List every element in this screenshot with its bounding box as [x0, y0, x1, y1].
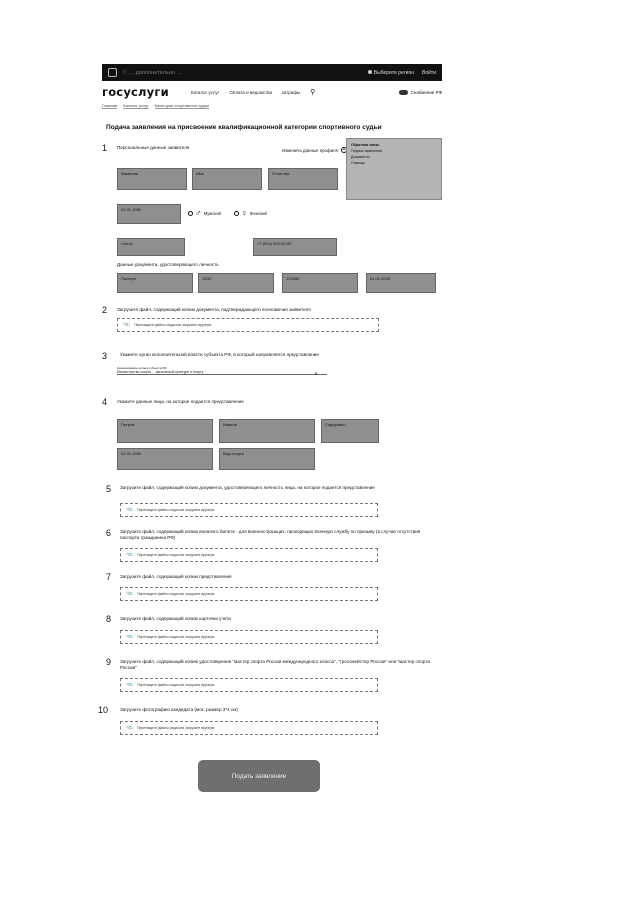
breadcrumb: [102, 103, 209, 109]
location-icon: [368, 70, 372, 74]
section6-label: Загрузите файл, содержащий копию военного билета - для военнослужащих, проходящих военную службу по призыву (в случае отсутствия паспорта гражданина РФ): [120, 529, 421, 540]
step-number-2: 2: [102, 305, 108, 315]
section2-label: Загрузите файл, содержащий копию документа, подтверждающего полномочия заявителя: [117, 307, 311, 312]
step-number-8: 8: [106, 614, 112, 624]
upload-area-7[interactable]: 📎 Перетащите файлы сюда или загрузите вручную: [120, 587, 378, 601]
section5-label: Загрузите файл, содержащий копию документа, удостоверяющего личность лица, на которое подается представление: [120, 485, 375, 490]
doc-type-field[interactable]: Паспорт: [117, 273, 193, 293]
doc-date-field[interactable]: 01.01.2000: [366, 273, 436, 293]
section10-label: Загрузите фотографию кандидата (мск. размер 3*4 см): [120, 707, 238, 712]
paperclip-icon: 📎: [125, 505, 135, 515]
paperclip-icon: 📎: [122, 320, 132, 330]
paperclip-icon: 📎: [125, 589, 135, 599]
upload-area-8[interactable]: 📎 Перетащите файлы сюда или загрузите вручную: [120, 630, 378, 644]
side-menu-item[interactable]: Документы: [351, 155, 370, 159]
gender-female-radio[interactable]: ♀ Женский: [234, 209, 267, 218]
main-nav: [191, 90, 300, 95]
submit-button[interactable]: Подать заявление: [198, 760, 320, 792]
step-number-9: 9: [106, 657, 112, 667]
paperclip-icon: 📎: [125, 632, 135, 642]
nav-catalog[interactable]: Каталог услуг: [190, 89, 220, 95]
step-number-3: 3: [102, 351, 108, 361]
section4-label: Укажите данные лица, на которое подается представление: [117, 399, 244, 404]
upload-area-9[interactable]: 📎 Перетащите файлы сюда или загрузите вручную: [120, 678, 378, 692]
logo[interactable]: госуслуги: [102, 85, 169, 99]
crest-icon: [108, 68, 117, 77]
doc-series-field[interactable]: 1234: [198, 273, 274, 293]
breadcrumb-catalog[interactable]: Каталог услуг: [123, 103, 149, 108]
section3-label: Укажите орган исполнительной власти субъекта РФ, в который направляется представление: [120, 352, 319, 357]
radio-circle: [188, 211, 193, 216]
section7-label: Загрузите файл, содержащий копию представления: [120, 574, 232, 579]
chevron-down-icon[interactable]: ∨: [314, 371, 318, 377]
side-menu-item[interactable]: Обратная связь: [351, 143, 380, 147]
candidate-name-field[interactable]: Иванов: [219, 419, 315, 443]
top-links: Ⓥ ... дополнительно ...: [122, 70, 182, 76]
paperclip-icon: 📎: [125, 550, 135, 560]
top-bar: [102, 64, 442, 81]
breadcrumb-current[interactable]: Категории спортивного судьи: [154, 103, 209, 108]
patronymic-field[interactable]: Отчество: [268, 168, 338, 190]
side-menu-item[interactable]: Подача заявления: [351, 149, 382, 153]
user-icon: [399, 90, 408, 95]
region-selector[interactable]: Выберите регион: [368, 70, 414, 76]
candidate-birthdate-field[interactable]: 01.01.1990: [117, 448, 213, 470]
page-title: Подача заявления на присвоение квалификационной категории спортивного судьи: [106, 124, 382, 131]
breadcrumb-home[interactable]: Главная: [102, 103, 118, 108]
section1-label: Персональные данные заявителя: [117, 145, 190, 150]
step-number-10: 10: [98, 705, 109, 715]
snils-field[interactable]: Снилс: [117, 238, 185, 256]
nav-fines[interactable]: Штрафы: [282, 89, 301, 95]
section9-label: Загрузите файл, содержащий копию удостоверения "мастер спорта России международного класса", "гроссмейстер России" или "мастер спорта России": [120, 659, 430, 670]
search-icon[interactable]: ⚲: [310, 89, 316, 96]
upload-area-6[interactable]: 📎 Перетащите файлы сюда или загрузите вручную: [120, 548, 378, 562]
identity-doc-label: Данные документа, удостоверяющего личность: [117, 262, 219, 267]
nav-payments[interactable]: Оплата и ведомства: [229, 89, 273, 95]
user-menu[interactable]: Снабжение РФ: [399, 90, 442, 95]
site-header: [102, 84, 442, 100]
candidate-surname-field[interactable]: Петров: [117, 419, 213, 443]
section8-label: Загрузите файл, содержащий копию карточки учета: [120, 616, 231, 621]
surname-field[interactable]: Фамилия: [117, 168, 187, 190]
phone-field[interactable]: +7 (000) 000-00-00: [253, 238, 337, 256]
upload-area-5[interactable]: 📎 Перетащите файлы сюда или загрузите вручную: [120, 503, 378, 517]
step-number-6: 6: [106, 528, 112, 538]
side-menu-item[interactable]: Помощь: [351, 161, 365, 165]
male-icon: ♂: [195, 208, 202, 218]
edit-profile-button[interactable]: Изменить данные профиля +: [282, 147, 346, 153]
paperclip-icon: 📎: [125, 723, 135, 733]
gender-male-radio[interactable]: ♂ Мужской: [188, 209, 221, 218]
name-field[interactable]: Имя: [192, 168, 262, 190]
upload-area-2[interactable]: 📎 Перетащите файлы сюда или загрузите вручную: [117, 318, 379, 332]
paperclip-icon: 📎: [125, 680, 135, 690]
plus-icon: +: [342, 147, 346, 153]
upload-area-10[interactable]: 📎 Перетащите файлы сюда или загрузите вручную: [120, 721, 378, 735]
side-menu: [346, 138, 442, 200]
doc-number-field[interactable]: 123456: [282, 273, 358, 293]
radio-circle: [234, 211, 239, 216]
step-number-5: 5: [106, 484, 112, 494]
candidate-patronymic-field[interactable]: Сидорович: [321, 419, 379, 443]
step-number-1: 1: [102, 143, 108, 153]
birthdate-field[interactable]: 01.01.1980: [117, 204, 181, 224]
authority-select[interactable]: Наименование органа субъекта РФ Министерство спорта ... физической культуре и спорту: [117, 366, 327, 375]
step-number-7: 7: [106, 572, 112, 582]
candidate-sport-field[interactable]: Вид спорта: [219, 448, 315, 470]
step-number-4: 4: [102, 397, 108, 407]
login-link[interactable]: Войти: [422, 69, 436, 76]
female-icon: ♀: [241, 208, 248, 218]
